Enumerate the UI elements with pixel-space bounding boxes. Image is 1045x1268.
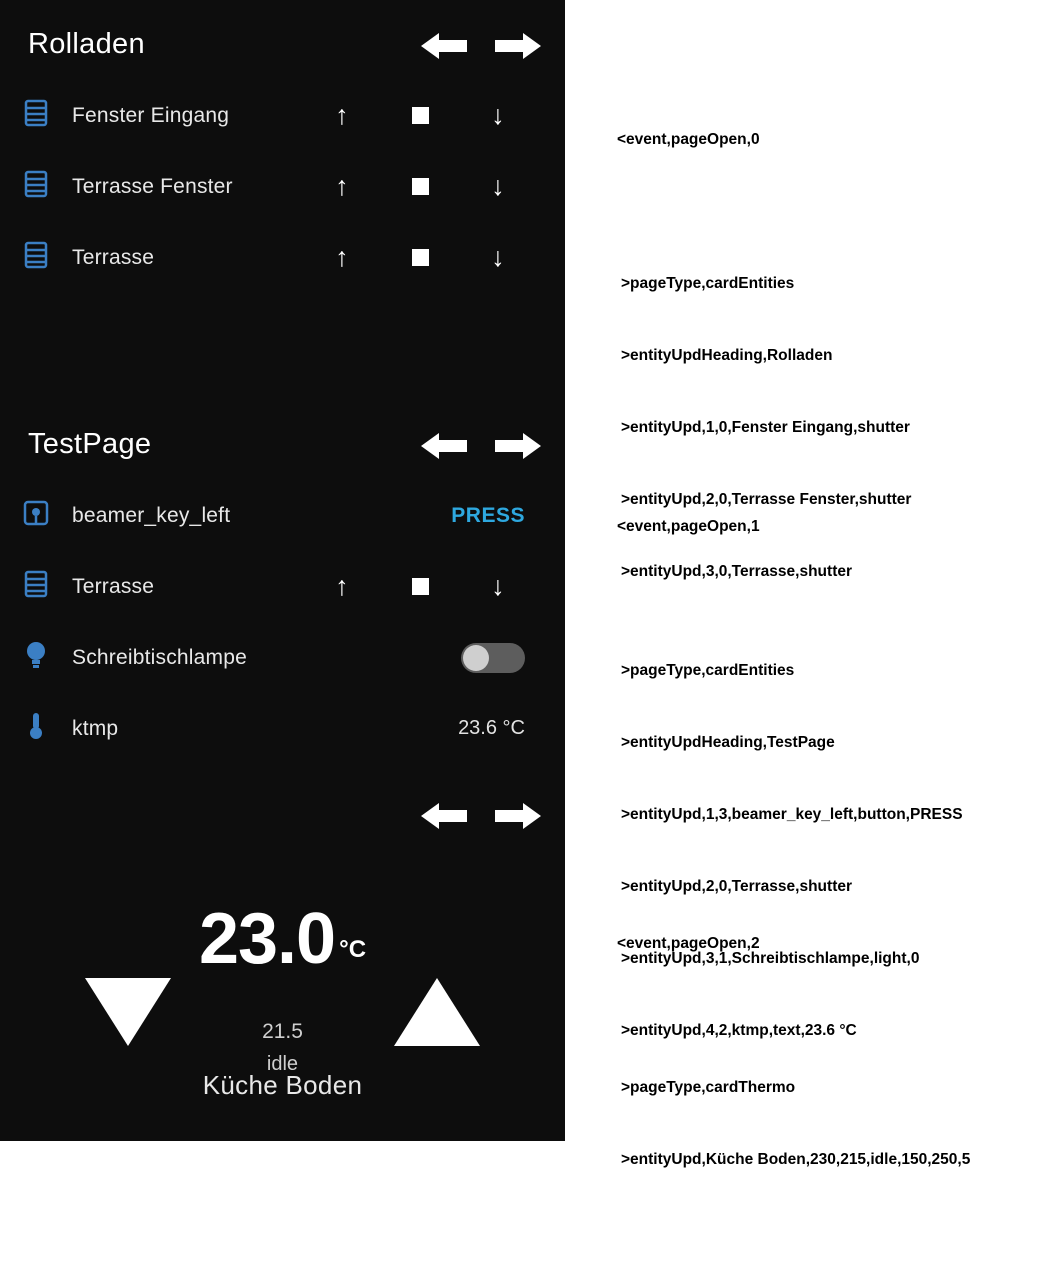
stop-square-icon[interactable] [393,107,447,124]
card-entities-rolladen [0,0,565,400]
toggle-knob [463,645,489,671]
log-line: >entityUpd,2,0,Terrasse,shutter [621,878,853,895]
device-display [0,0,565,1141]
card-header [0,0,565,80]
nav-arrows [421,428,541,464]
thermostat-name: Küche Boden [202,1070,363,1100]
list-item-label: Terrasse Fenster [72,174,233,198]
log-event-line: <event,pageOpen,0 [617,131,760,148]
target-temperature: 21.5 [262,1020,303,1043]
serial-log-panel [565,0,1045,1168]
arrow-down-icon[interactable]: ↓ [491,171,505,201]
toggle-wrap [315,643,565,673]
card-header [0,400,565,480]
log-line: >entityUpdHeading,TestPage [621,734,835,751]
arrow-up-icon[interactable]: ↑ [335,100,349,130]
nav-arrows [421,798,541,834]
log-line: >pageType,cardEntities [621,662,795,679]
button-icon [0,499,72,532]
page-title: TestPage [28,428,152,460]
list-item-label: Terrasse [72,245,155,269]
list-item[interactable] [0,151,565,222]
log-line: >entityUpd,2,0,Terrasse Fenster,shutter [621,491,912,508]
log-line: >entityUpd,1,3,beamer_key_left,button,PRESS [621,806,963,823]
log-line: >entityUpd,1,0,Fenster Eingang,shutter [621,419,910,436]
arrow-right-icon[interactable] [495,430,541,462]
arrow-left-icon[interactable] [421,800,467,832]
arrow-right-icon[interactable] [495,800,541,832]
log-lines [617,1028,970,1220]
status-badge: idle [266,1053,299,1075]
page-title: Rolladen [28,28,145,60]
shutter-icon [0,570,72,603]
arrow-up-icon[interactable]: ↑ [335,171,349,201]
arrow-left-icon[interactable] [421,430,467,462]
arrow-right-icon[interactable] [495,30,541,62]
current-temperature-value: 23.0 [198,899,336,979]
press-button[interactable]: PRESS [451,503,525,527]
nav-arrows [421,28,541,64]
list-item[interactable] [0,551,565,622]
arrow-down-icon[interactable]: ↓ [491,242,505,272]
shutter-icon [0,170,72,203]
temperature-unit: °C [339,935,367,963]
arrow-up-icon[interactable]: ↑ [335,571,349,601]
stop-square-icon[interactable] [393,178,447,195]
log-line: >entityUpd,Küche Boden,230,215,idle,150,250,5 [621,1151,971,1168]
list-item[interactable] [0,80,565,151]
log-event-line: <event,pageOpen,1 [617,518,760,535]
card-entities-testpage [0,400,565,770]
shutter-controls [315,102,565,129]
light-toggle[interactable] [461,643,525,673]
log-event-line: <event,pageOpen,2 [617,935,760,952]
list-item-label: Terrasse [72,574,155,598]
arrow-down-icon[interactable]: ↓ [491,571,505,601]
stop-square-icon[interactable] [393,249,447,266]
log-line: >entityUpd,3,1,Schreibtischlampe,light,0 [621,950,920,967]
log-line: >entityUpd,4,2,ktmp,text,23.6 °C [621,1022,857,1039]
list-item[interactable] [0,222,565,293]
current-temperature [0,898,565,980]
shutter-controls [315,573,565,600]
shutter-icon [0,241,72,274]
list-item[interactable] [0,480,565,551]
list-item-label: ktmp [72,716,119,740]
list-item-label: Schreibtischlampe [72,645,247,669]
shutter-controls [315,244,565,271]
list-item-label: beamer_key_left [72,503,231,527]
log-line: >entityUpd,3,0,Terrasse,shutter [621,563,853,580]
stop-square-icon[interactable] [393,578,447,595]
temperature-value: 23.6 °C [458,717,525,739]
arrow-up-icon[interactable]: ↑ [335,242,349,272]
arrow-left-icon[interactable] [421,30,467,62]
log-block [617,884,970,1268]
log-line: >pageType,cardEntities [621,275,795,292]
list-item-label: Fenster Eingang [72,103,230,127]
shutter-controls [315,173,565,200]
bulb-icon [0,640,72,675]
card-header [0,770,565,850]
shutter-icon [0,99,72,132]
list-item[interactable] [0,693,565,764]
arrow-down-icon[interactable]: ↓ [491,100,505,130]
log-line: >pageType,cardThermo [621,1079,796,1096]
log-line: >entityUpdHeading,Rolladen [621,347,833,364]
thermometer-icon [0,711,72,746]
card-thermo [0,770,565,1141]
list-item[interactable] [0,622,565,693]
